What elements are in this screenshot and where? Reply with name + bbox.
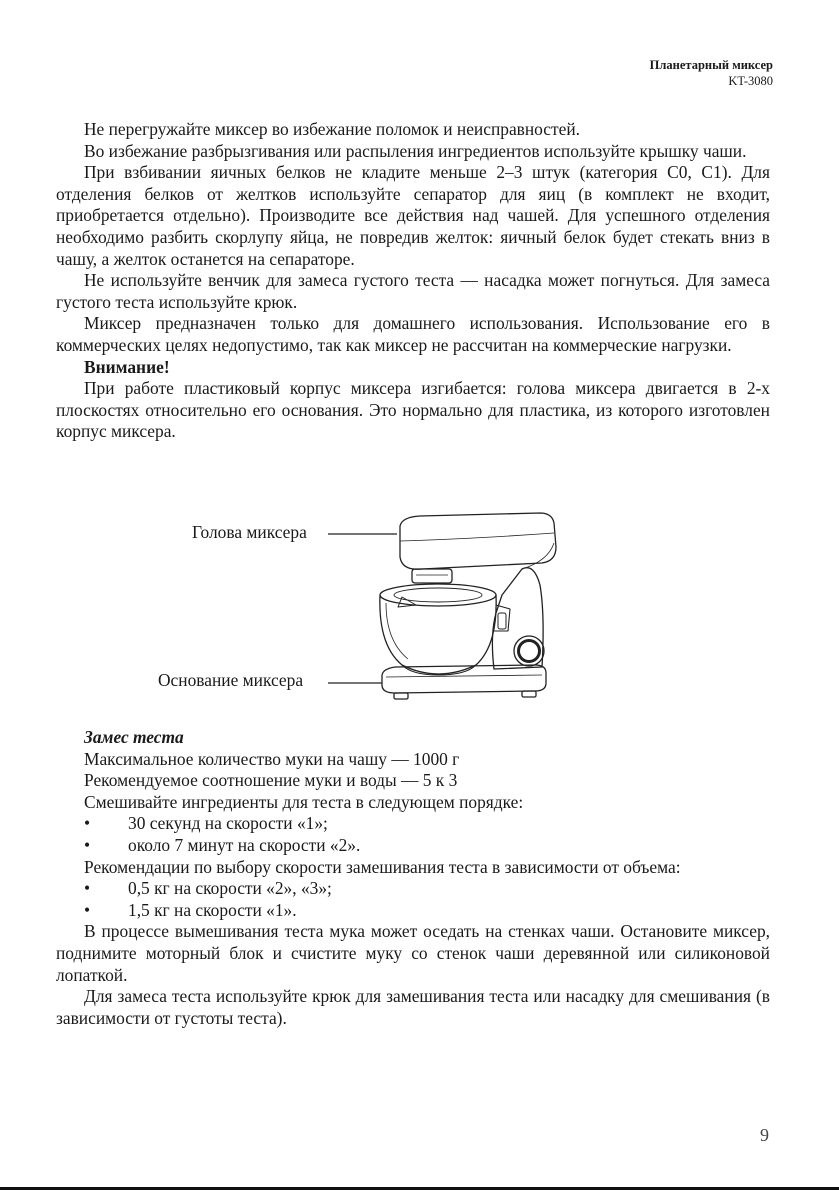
label-mixer-head: Голова миксера	[192, 522, 307, 542]
attention-heading: Внимание!	[84, 356, 170, 377]
bottom-rule	[0, 1187, 839, 1190]
instructions-section	[56, 119, 770, 443]
dough-heading: Замес теста	[84, 727, 184, 747]
line-flour-water-ratio: Рекомендуемое соотношение муки и воды — 5 к 3	[84, 770, 458, 791]
paragraph-flour-settling: В процессе вымешивания теста мука может оседать на стенках чаши. Остановите миксер, поднимите моторный блок и счистите муку со стенок чаши деревянной или силиконовой лопаткой.	[56, 921, 770, 985]
line-speed-recommendations: Рекомендации по выбору скорости замешивания теста в зависимости от объема:	[84, 856, 681, 877]
line-mixing-order: Смешивайте ингредиенты для теста в следующем порядке:	[84, 791, 524, 812]
page-header	[650, 57, 773, 89]
paragraph-egg-whites: При взбивании яичных белков не кладите меньше 2–3 штук (категория С0, С1). Для отделения белков от желтков используйте сепаратор для яиц (в комплект не входит, приобретается отдельно). Производите все действия над чашей. Для успешного отделения необходимо разбить скорлупу яйца, не повредив желток: яичный белок будет стекать вниз в чашу, а желток останется на сепараторе.	[56, 162, 770, 269]
dough-section	[56, 727, 770, 1029]
paragraph-plastic-body: При работе пластиковый корпус миксера изгибается: голова миксера двигается в 2-х плоскостях относительно его основания. Это нормально для пластика, из которого изготовлен корпус миксера.	[56, 378, 770, 442]
mixing-order-list	[56, 813, 770, 856]
page-number: 9	[760, 1125, 769, 1145]
list-item: • 30 секунд на скорости «1»;	[56, 813, 770, 835]
bowl-rim	[380, 584, 496, 606]
paragraph-overload: Не перегружайте миксер во избежание поломок и неисправностей.	[84, 119, 580, 139]
paragraph-bowl-cover: Во избежание разбрызгивания или распыления ингредиентов используйте крышку чаши.	[84, 140, 747, 161]
paragraph-hook-usage: Для замеса теста используйте крюк для замешивания теста или насадку для смешивания (в зависимости от густоты теста).	[56, 986, 770, 1028]
list-item: • около 7 минут на скорости «2».	[56, 835, 770, 857]
paragraph-whisk: Не используйте венчик для замеса густого теста — насадка может погнуться. Для замеса густого теста используйте крюк.	[56, 270, 770, 312]
line-max-flour: Максимальное количество муки на чашу — 1000 г	[84, 748, 460, 769]
speed-recommendation-list	[56, 878, 770, 921]
label-mixer-base: Основание миксера	[158, 670, 304, 690]
attachment-hub	[412, 569, 452, 583]
stand-mixer-illustration	[150, 505, 570, 720]
list-item: • 0,5 кг на скорости «2», «3»;	[56, 878, 770, 900]
mixer-figure	[150, 505, 570, 720]
header-title: Планетарный миксер	[649, 58, 773, 72]
mixer-head	[400, 513, 556, 569]
mixing-bowl	[380, 595, 496, 674]
header-model: KT-3080	[728, 74, 773, 88]
paragraph-domestic-use: Миксер предназначен только для домашнего использования. Использование его в коммерческих целях недопустимо, так как миксер не рассчитан на коммерческие нагрузки.	[56, 313, 770, 355]
list-item: • 1,5 кг на скорости «1».	[56, 900, 770, 922]
